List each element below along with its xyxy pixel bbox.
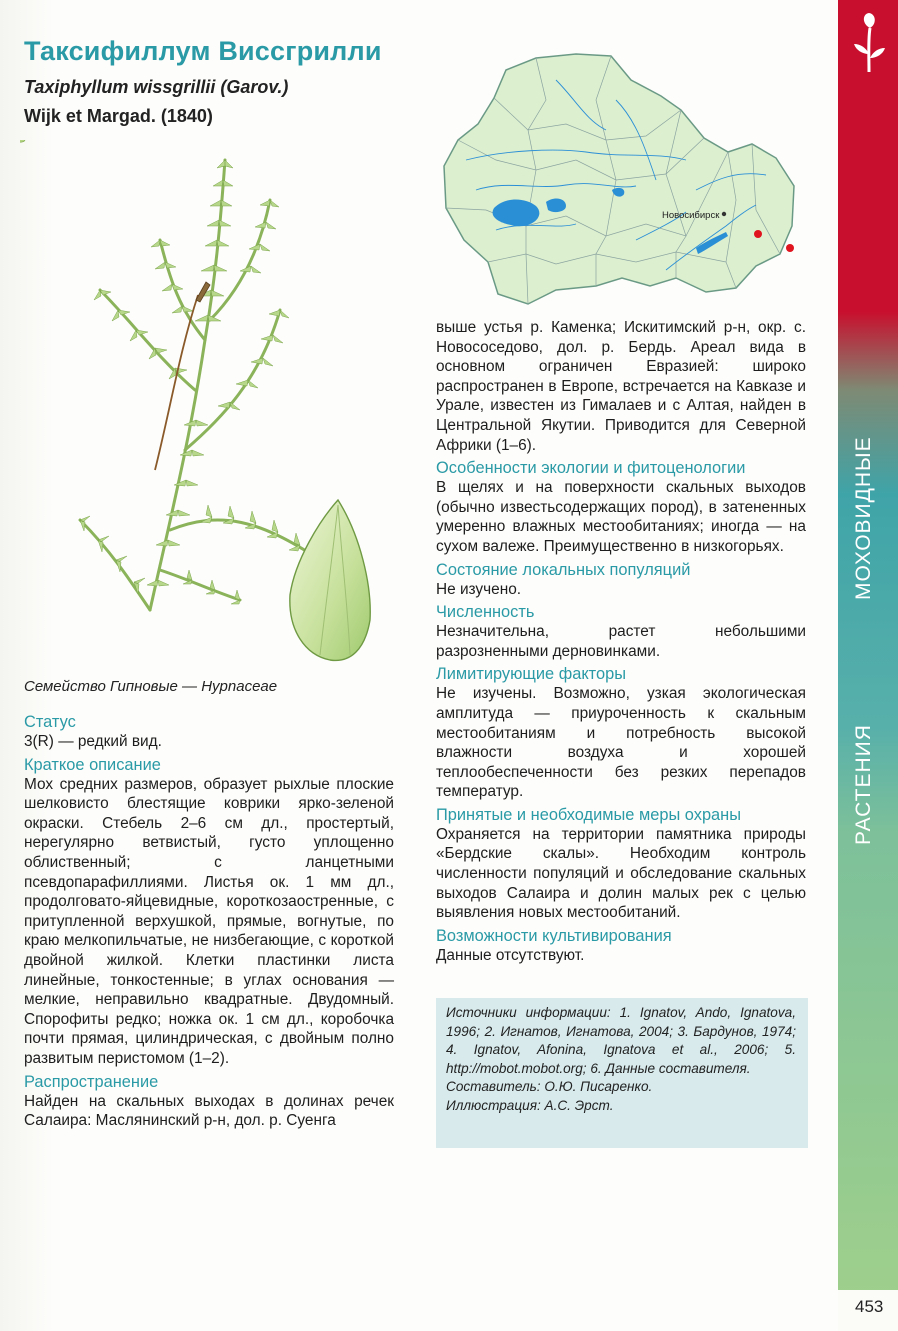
section-text-limiting-factors: Не изучены. Возможно, узкая экологическая амплитуда — приуроченность к скальным местообитаниям и потребность высокой влажности воздуха и хорошей теплообеспеченности без резких перепадов температур. [436, 685, 806, 801]
left-column [24, 712, 394, 1134]
family-caption: Семейство Гипновые — Hypnaceae [24, 678, 278, 695]
distribution-map [436, 40, 806, 312]
section-heading-protection: Принятые и необходимые меры охраны [436, 805, 742, 824]
section-heading-cultivation: Возможности культивирования [436, 926, 672, 945]
illustrator: Иллюстрация: А.С. Эрст. [446, 1097, 614, 1113]
magnified-leaf [290, 500, 370, 660]
section-text-description: Мох средних размеров, образует рыхлые плоские шелковисто блестящие коврики ярко-зеленой окраски. Стебель 2–6 см дл., простертый, нерегулярно ветвистый, густо уплощенно облиственный; с ланцетными псевдопарафиллиями. Листья ок. 1 мм дл., продолговато-яйцевидные, короткозаостренные, с притупленной верхушкой, прямые, вогнутые, по краю мелкопильчатые, не низбегающие, с короткой двойной жилкой. Клетки пластинки листа линейные, тонкостенные; в углах основания — мелкие, неправильно квадратные. Двудомный. Спорофиты редко; ножка ок. 1 см дл., коробочка почти прямая, цилиндрическая, с двойным полно развитым перистомом (1–2). [24, 775, 394, 1067]
band-gradient [838, 0, 898, 1300]
section-text-populations: Не изучено. [436, 580, 522, 598]
side-band [838, 0, 898, 1331]
region-shape [444, 54, 794, 304]
compiler: Составитель: О.Ю. Писаренко. [446, 1079, 653, 1095]
right-column [436, 318, 806, 968]
occurrence-marker [786, 244, 794, 252]
section-text-distribution: Найден на скальных выходах в долинах речек Салаира: Маслянинский р-н, дол. р. Суенга [24, 1092, 394, 1130]
city-marker [722, 212, 726, 216]
section-text-ecology: В щелях и на поверхности скальных выходов (обычно известьсодержащих пород), в затененных умеренно влажных местообитаниях; иногда — на сухом валеже. Преимущественно в низкогорьях. [436, 479, 806, 555]
section-heading-populations: Состояние локальных популяций [436, 560, 691, 579]
section-text-cultivation: Данные отсутствуют. [436, 946, 585, 964]
references: Источники информации: 1. Ignatov, Ando, Ignatova, 1996; 2. Игнатов, Игнатова, 2004; 3. Бардунов, 1974; 4. Ignatov, Afonina, Ignatova et al., 2006; 5. http://mobot.mobot.org; 6. Данные составителя. [446, 1005, 796, 1076]
sources-box [436, 998, 808, 1148]
latin-author: Wijk et Margad. (1840) [24, 106, 213, 126]
section-heading-abundance: Численность [436, 603, 535, 622]
latin-name-block [24, 73, 404, 131]
latin-name: Taxiphyllum wissgrillii (Garov.) [24, 77, 289, 97]
section-text-status: 3(R) — редкий вид. [24, 733, 162, 750]
section-heading-ecology: Особенности экологии и фитоценологии [436, 459, 746, 478]
page-number: 453 [855, 1297, 884, 1316]
moss-illustration [20, 140, 400, 670]
flower-emblem-icon [852, 10, 886, 74]
section-heading-description: Краткое описание [24, 755, 161, 774]
species-title: Таксифиллум Виссгрилли [24, 36, 382, 66]
city-label: Новосибирск [662, 210, 720, 221]
section-heading-distribution: Распространение [24, 1072, 159, 1091]
category-label: РАСТЕНИЯ [852, 724, 875, 845]
section-heading-status: Статус [24, 713, 76, 731]
section-text-abundance: Незначительна, растет небольшими разрозненными дерновинками. [436, 623, 806, 660]
section-heading-limiting-factors: Лимитирующие факторы [436, 665, 627, 684]
section-text-protection: Охраняется на территории памятника природы «Бердские скалы». Необходим контроль численности популяций и обследование скальных выходов Салаира и долин малых рек с целью выявления новых местообитаний. [436, 825, 806, 922]
occurrence-marker [754, 230, 762, 238]
section-label: МОХОВИДНЫЕ [852, 436, 875, 600]
section-text-distribution-cont: выше устья р. Каменка; Искитимский р-н, окр. с. Новососедово, дол. р. Бердь. Ареал вида в основном ограничен Евразией: широко распространен в Европе, встречается на Кавказе и Урале, известен из Гималаев и с Алтая, найден в Центральной Якутии. Приводится для Северной Африки (1–6). [436, 319, 806, 454]
